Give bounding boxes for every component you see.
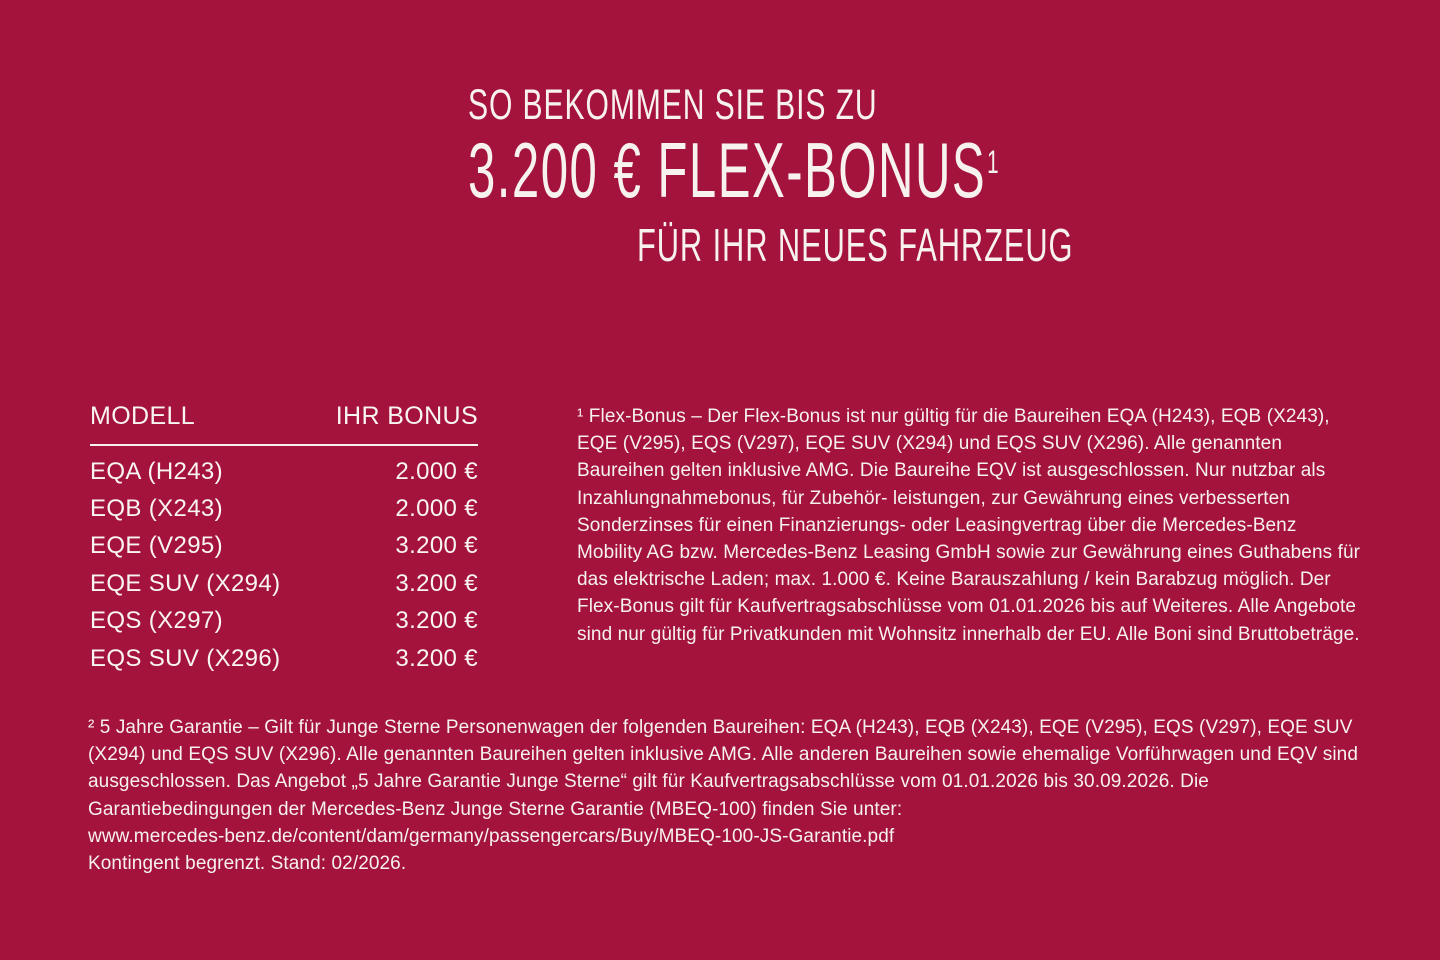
footnote-garantie-text: ² 5 Jahre Garantie – Gilt für Junge Sterne Personenwagen der folgenden Baureihen: EQA (H243), EQB (X243), EQE (V295), EQS (V297), EQE SUV (X294) und EQS SUV (X296). Alle genannten Baureihen gelten inklusive AMG. Alle anderen Baureihen sowie ehemalige Vorführwagen und EQV sind ausgeschlossen. Das Angebot „5 Jahre Garantie Junge Sterne“ gilt für Kaufvertragsabschlüsse vom 01.01.2026 bis 30.09.2026. Die Garantiebedingungen der Mercedes-Benz Junge Sterne Garantie (MBEQ-100) finden Sie unter: (88, 717, 1359, 820)
table-row (90, 453, 478, 490)
headline-line-2 (468, 126, 1001, 214)
headline-footnote-marker: 1 (987, 143, 1001, 181)
bonus-cell: 3.200 € (395, 607, 478, 635)
column-header-modell: MODELL (90, 402, 196, 430)
table-row (90, 603, 478, 640)
headline-line-1: SO BEKOMMEN SIE BIS ZU (468, 81, 878, 129)
table-row (90, 490, 478, 527)
model-cell: EQS SUV (X296) (90, 644, 281, 672)
model-cell: EQE (V295) (90, 532, 223, 560)
bonus-cell: 3.200 € (395, 532, 478, 560)
bonus-table-body (90, 453, 478, 677)
table-row (90, 528, 478, 565)
footnote-flex-bonus (577, 403, 1363, 648)
column-header-ihr-bonus: IHR BONUS (335, 402, 478, 430)
footnote-garantie (88, 714, 1360, 877)
bonus-table-header (90, 402, 478, 446)
garantie-url: www.mercedes-benz.de/content/dam/germany/passengercars/Buy/MBEQ-100-JS-Garantie.pdf (88, 825, 895, 847)
bonus-cell: 3.200 € (395, 569, 478, 597)
headline-line-3: FÜR IHR NEUES FAHRZEUG (636, 219, 1073, 271)
model-cell: EQB (X243) (90, 495, 223, 523)
bonus-cell: 2.000 € (395, 457, 478, 485)
table-row (90, 565, 478, 602)
bonus-cell: 3.200 € (395, 644, 478, 672)
footnote-flex-bonus-text: ¹ Flex-Bonus – Der Flex-Bonus ist nur gültig für die Baureihen EQA (H243), EQB (X243), EQE (V295), EQS (V297), EQE SUV (X294) und EQS SUV (X296). Alle genannten Baureihen gelten inklusive AMG. Die Baureihe EQV ist ausgeschlossen. Nur nutzbar als Inzahlungnahmebonus, für Zubehör- leistungen, zur Gewährung eines verbesserten Sonderzinses für einen Finanzierungs- oder Leasingvertrag über die Mercedes-Benz Mobility AG bzw. Mercedes-Benz Leasing GmbH sowie zur Gewährung eines Guthabens für das elektrische Laden; max. 1.000 €. Keine Barauszahlung / kein Barabzug möglich. Der Flex-Bonus gilt für Kaufvertragsabschlüsse vom 01.01.2026 bis auf Weiteres. Alle Angebote sind nur gültig für Privatkunden mit Wohnsitz innerhalb der EU. Alle Boni sind Bruttobeträge. (577, 406, 1361, 645)
model-cell: EQA (H243) (90, 457, 223, 485)
table-row (90, 640, 478, 677)
model-cell: EQS (X297) (90, 607, 223, 635)
bonus-table (90, 402, 478, 677)
bonus-cell: 2.000 € (395, 495, 478, 523)
headline-amount-text: 3.200 € FLEX-BONUS (468, 126, 987, 214)
garantie-note: Kontingent begrenzt. Stand: 02/2026. (88, 853, 407, 875)
model-cell: EQE SUV (X294) (90, 569, 281, 597)
